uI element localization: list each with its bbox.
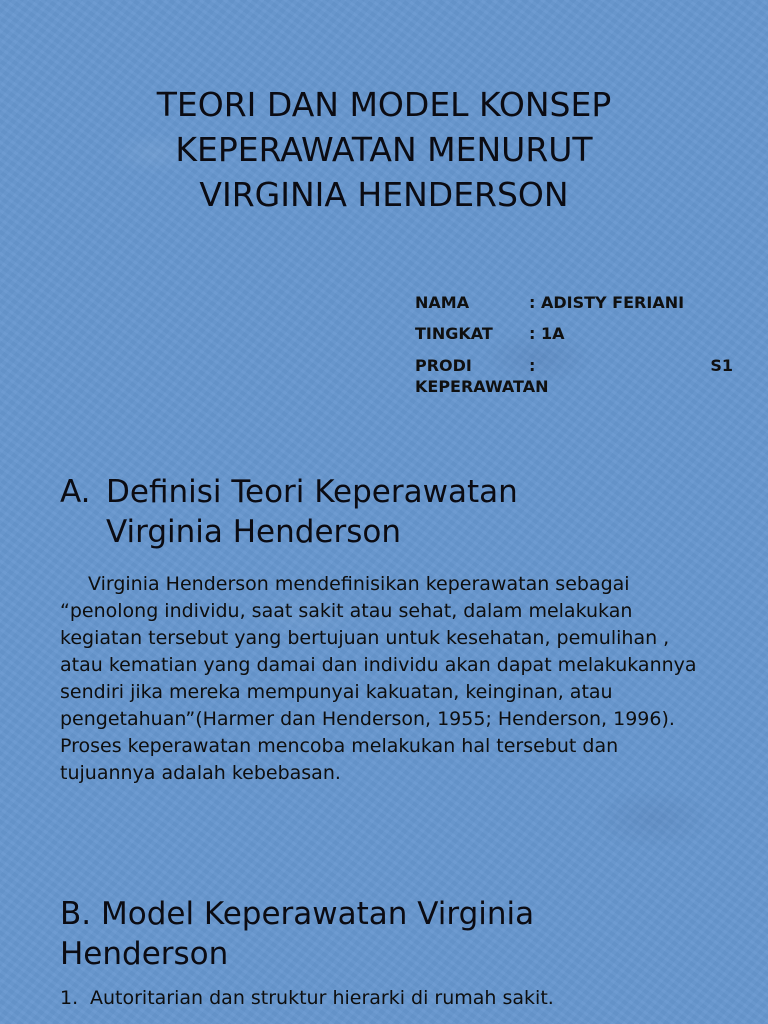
list-item-text: Autoritarian dan struktur hierarki di rumah sakit.	[90, 987, 554, 1009]
author-info	[415, 293, 733, 397]
title-line: TEORI DAN MODEL KONSEP	[156, 85, 612, 124]
prodi-label: PRODI	[415, 356, 472, 375]
info-row-tingkat	[415, 324, 733, 355]
info-row-nama	[415, 293, 733, 324]
title-line: KEPERAWATAN MENURUT	[175, 130, 593, 169]
section-a-heading-line2: Virginia Henderson	[106, 514, 402, 550]
nama-value: : ADISTY FERIANI	[529, 293, 685, 312]
nama-label: NAMA	[415, 293, 470, 312]
prodi-value-part2: KEPERAWATAN	[415, 377, 549, 396]
section-b-heading: B. Model Keperawatan Virginia Henderson	[60, 896, 535, 972]
info-row-prodi	[415, 355, 733, 397]
document-title	[60, 82, 708, 217]
title-line: VIRGINIA HENDERSON	[199, 175, 569, 214]
prodi-colon: :	[529, 356, 536, 375]
section-a-number: A.	[60, 474, 91, 510]
list-item-number: 1.	[60, 987, 79, 1009]
section-a-paragraph: Virginia Henderson mendefinisikan keperawatan sebagai “penolong individu, saat sakit atau sehat, dalam melakukan kegiatan tersebut yang bertujuan untuk kesehatan, pemulihan , atau kematian yang damai dan individu akan dapat melakukannya sendiri jika mereka mempunyai kakuatan, keinginan, atau pengetahuan”(Harmer dan Henderson, 1955; Henderson, 1996). Proses keperawatan mencoba melakukan hal tersebut dan tujuannya adalah kebebasan.	[60, 573, 697, 784]
tingkat-value: : 1A	[529, 324, 565, 343]
list-item	[60, 985, 720, 1012]
section-a-heading-line1: Definisi Teori Keperawatan	[106, 474, 518, 510]
prodi-value-part1: S1	[710, 356, 733, 375]
section-a-heading	[60, 472, 620, 552]
section-b-list	[60, 985, 720, 1012]
tingkat-label: TINGKAT	[415, 324, 493, 343]
